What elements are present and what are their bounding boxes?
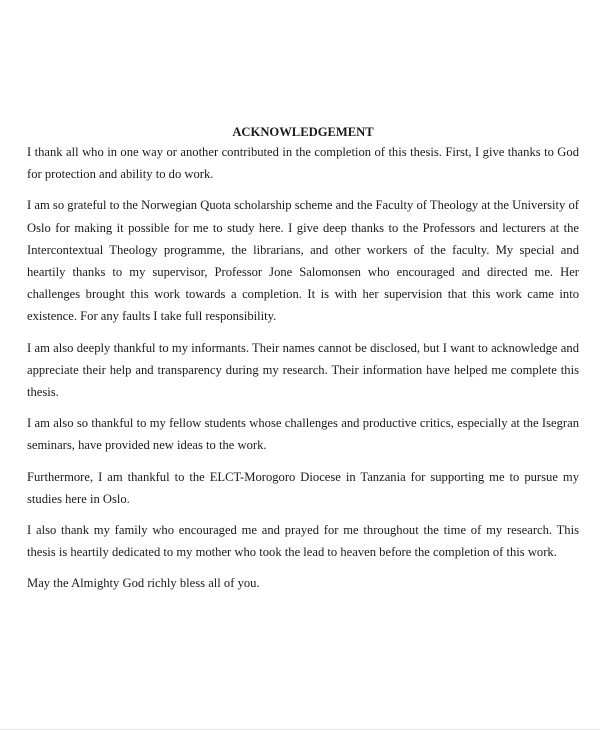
paragraph: I am also deeply thankful to my informants. Their names cannot be disclosed, but I want to acknowledge and appreciate their help and transparency during my research. Their information have helped me complete this thesis. [27, 340, 579, 400]
paragraph: Furthermore, I am thankful to the ELCT-Morogoro Diocese in Tanzania for supporting me to pursue my studies here in Oslo. [27, 469, 579, 506]
page-title: ACKNOWLEDGEMENT [232, 125, 374, 139]
document-body [27, 124, 579, 604]
paragraph: I thank all who in one way or another contributed in the completion of this thesis. First, I give thanks to God for protection and ability to do work. [27, 145, 579, 182]
paragraph: I am also so thankful to my fellow students whose challenges and productive critics, especially at the Isegran seminars, have provided new ideas to the work. [27, 416, 579, 453]
paragraph: May the Almighty God richly bless all of you. [27, 576, 260, 591]
paragraph: I also thank my family who encouraged me and prayed for me throughout the time of my research. This thesis is heartily dedicated to my mother who took the lead to heaven before the completion of this work. [27, 523, 579, 560]
paragraph: I am so grateful to the Norwegian Quota scholarship scheme and the Faculty of Theology at the University of Oslo for making it possible for me to study here. I give deep thanks to the Professors and lecturers at the Intercontextual Theology programme, the librarians, and other workers of the faculty. My special and heartily thanks to my supervisor, Professor Jone Salomonsen who encouraged and directed me. Her challenges brought this work towards a completion. It is with her supervision that this work came into existence. For any faults I take full responsibility. [27, 198, 579, 324]
